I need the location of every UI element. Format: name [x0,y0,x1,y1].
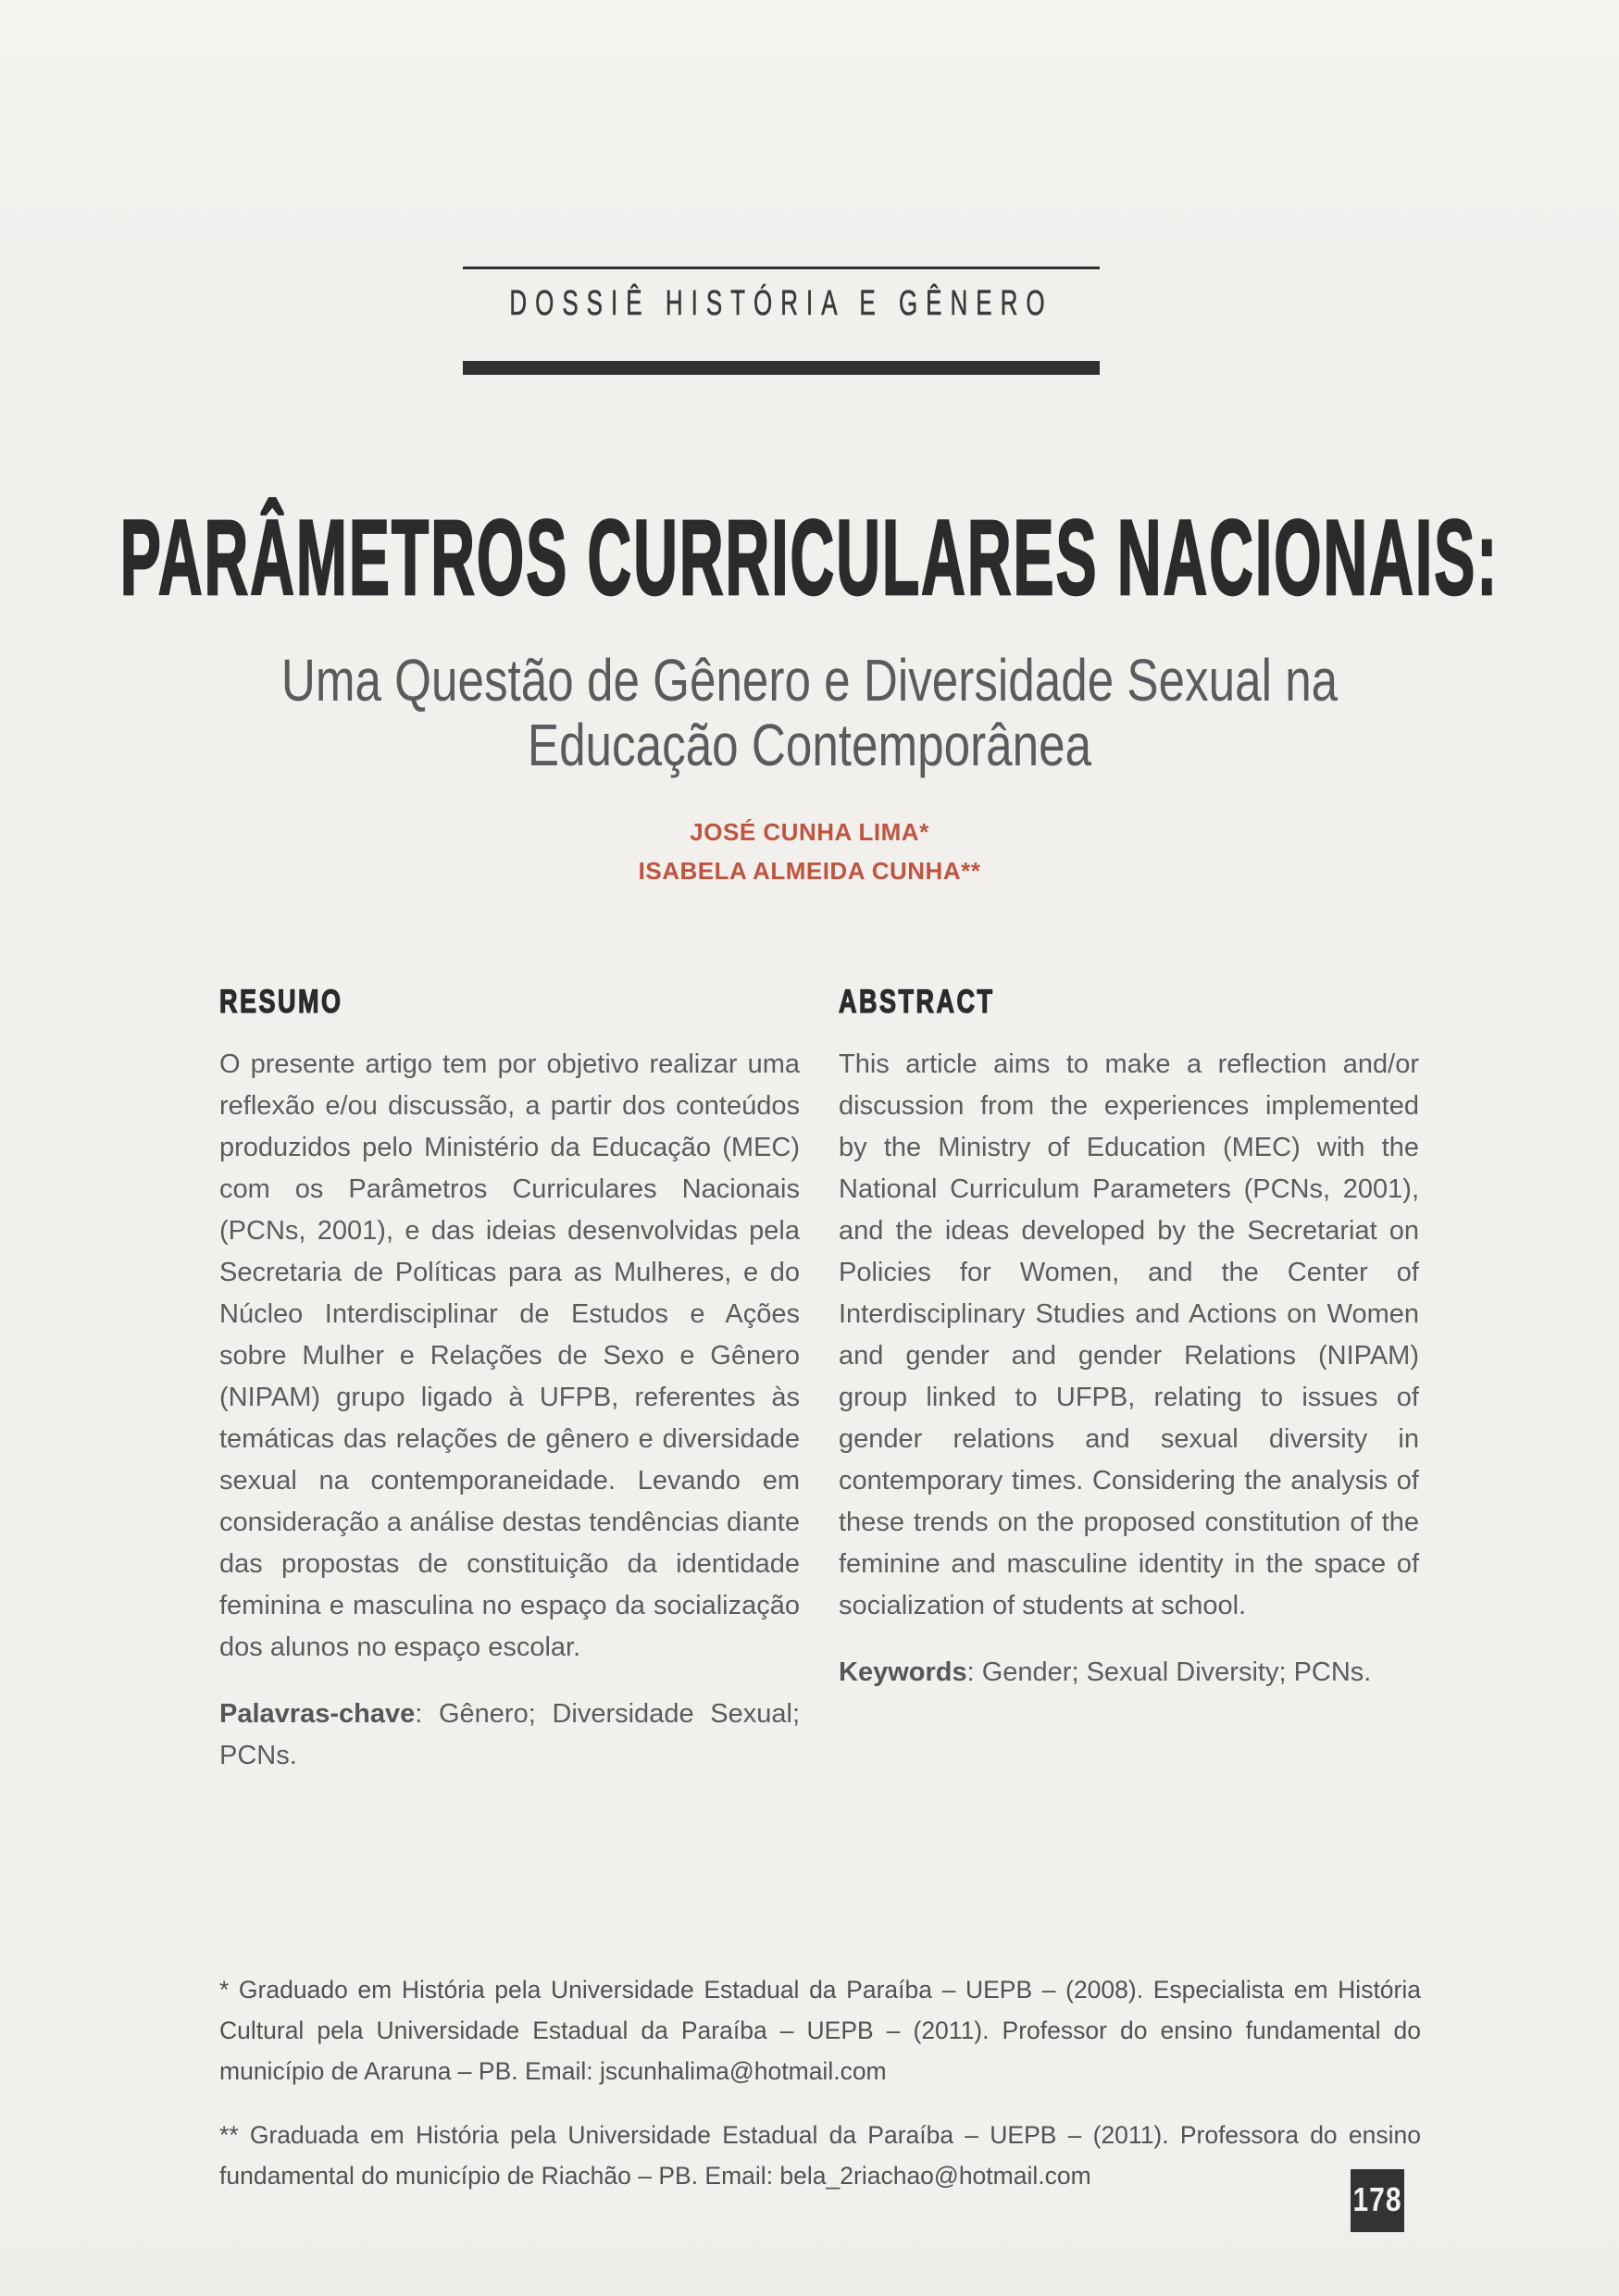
author-block [0,813,1619,890]
article-subtitle-line1: Uma Questão de Gênero e Diversidade Sexual na [280,647,1339,714]
footnote-2: ** Graduada em História pela Universidade Estadual da Paraíba – UEPB – (2011). Professora do ensino fundamental do município de Riachão – PB. Email: bela_2riachao@hotmail.com [219,2121,1421,2190]
resumo-section [219,984,800,1777]
abstract-body: This article aims to make a reflection and/or discussion from the experiences implemented by the Ministry of Education (MEC) with the National Curriculum Parameters (PCNs, 2001), and the ideas developed by the Secretariat on Policies for Women, and the Center of Interdisciplinary Studies and Actions on Women and gender and gender Relations (NIPAM) group linked to UFPB, relating to issues of gender relations and sexual diversity in contemporary times. Considering the analysis of these trends on the proposed constitution of the feminine and masculine identity in the space of socialization of students at school. [839,1049,1419,1620]
page-number: 178 [1352,2181,1402,2219]
article-subtitle-line2: Educação Contemporânea [527,712,1092,778]
abstract-section [839,984,1419,1777]
dossier-top-rule [463,267,1100,269]
article-title: PARÂMETROS CURRICULARES NACIONAIS: [119,496,1500,617]
palavras-chave-value: : Gênero; Diversidade Sexual; PCNs. [219,1699,800,1770]
keywords-value: : Gender; Sexual Diversity; PCNs. [966,1657,1372,1687]
keywords-line [839,1652,1419,1694]
resumo-heading: RESUMO [219,984,343,1020]
article-subtitle [162,648,1457,777]
dossier-bottom-rule [463,361,1100,375]
abstract-columns [219,984,1419,1777]
palavras-chave-label: Palavras-chave [219,1699,416,1729]
abstract-heading: ABSTRACT [839,984,995,1020]
keywords-label: Keywords [839,1657,967,1687]
dossier-header [463,267,1100,376]
footnote-1: * Graduado em História pela Universidade Estadual da Paraíba – UEPB – (2008). Especialista em História Cultural pela Universidade Estadual da Paraíba – UEPB – (2011). Professor do ensino fundamental do município de Araruna – PB. Email: jscunhalima@hotmail.com [219,1976,1421,2085]
resumo-body: O presente artigo tem por objetivo realizar uma reflexão e/ou discussão, a partir dos conteúdos produzidos pelo Ministério da Educação (MEC) com os Parâmetros Curriculares Nacionais (PCNs, 2001), e das ideias desenvolvidas pela Secretaria de Políticas para as Mulheres, e do Núcleo Interdisciplinar de Estudos e Ações sobre Mulher e Relações de Sexo e Gênero (NIPAM) grupo ligado à UFPB, referentes às temáticas das relações de gênero e diversidade sexual na contemporaneidade. Levando em consideração a análise destas tendências diante das propostas de constituição da identidade feminina e masculina no espaço da socialização dos alunos no espaço escolar. [219,1049,800,1662]
author-2: ISABELA ALMEIDA CUNHA** [638,857,981,885]
page-number-badge [1351,2169,1404,2232]
footnotes-block [219,1969,1421,2219]
author-1: JOSÉ CUNHA LIMA* [690,818,929,846]
dossier-title: DOSSIÊ HISTÓRIA E GÊNERO [509,282,1053,323]
palavras-chave-line [219,1694,800,1777]
